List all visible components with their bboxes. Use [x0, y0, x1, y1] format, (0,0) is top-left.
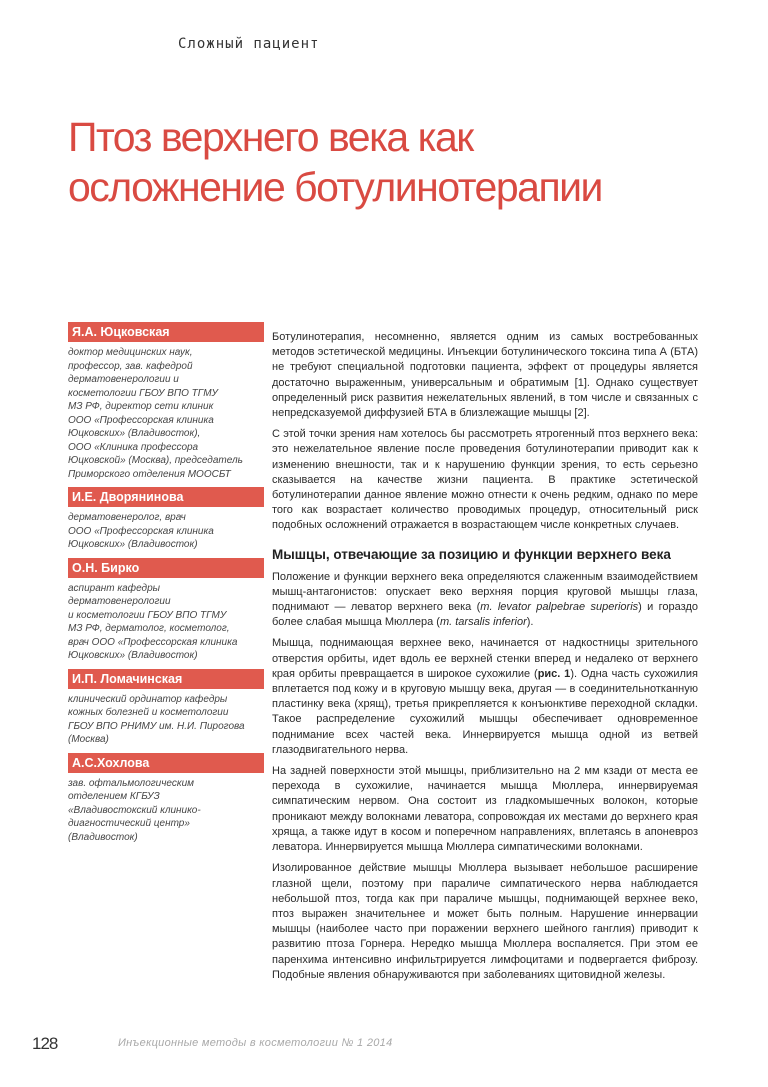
paragraph — [272, 636, 698, 758]
latin-term: m. tarsalis inferior — [439, 616, 527, 629]
author-affiliation: зав. офтальмологическим отделением КГБУЗ «Владивостокский клинико- диагностический центр» (Владивосток) — [68, 777, 201, 843]
title-line-2: осложнение ботулинотерапии — [68, 164, 602, 210]
journal-name: Инъекционные методы в косметологии № 1 2014 — [118, 1037, 393, 1049]
text-run: ) и гораздо более слабая мышца Мюллера ( — [272, 601, 698, 629]
author-affiliation: дерматовенеролог, врач ООО «Профессорская клиника Юцковских» (Владивосток) — [68, 512, 214, 550]
paragraph — [272, 570, 698, 631]
article-title — [68, 112, 708, 212]
text-run: Мышца, поднимающая верхнее веко, начинается от надкостницы зрительного отверстия орбиты, идет вдоль ее верхней стенки вперед и недалеко от верхнего края орбиты превращается в широкое сухожилие ( — [272, 637, 698, 680]
author-block — [68, 487, 264, 552]
text-run: ). — [526, 616, 534, 629]
author-name: О.Н. Бирко — [68, 558, 264, 578]
page-footer — [32, 1034, 732, 1058]
author-name: А.С.Хохлова — [68, 753, 264, 773]
title-line-1: Птоз верхнего века как — [68, 114, 473, 160]
author-affiliation: клинический ординатор кафедры кожных болезней и косметологии ГБОУ ВПО РНИМУ им. Н.И. Пирогова (Москва) — [68, 693, 245, 745]
article-body — [272, 330, 698, 989]
author-block — [68, 558, 264, 663]
page-number: 128 — [32, 1034, 58, 1053]
latin-term: m. levator palpebrae superioris — [480, 601, 639, 614]
author-block — [68, 669, 264, 747]
author-name: Я.А. Юцковская — [68, 322, 264, 342]
paragraph: Изолированное действие мышцы Мюллера вызывает небольшое расширение глазной щели, поэтому при параличе симпатического нерва наблюдается небольшой птоз, тогда как при параличе мышцы, поднимающей верхнее веко, птоз выражен значительнее и может быть полным. Нарушение иннервации мышцы (наиболее часто при поражении верхнего шейного ганглия) приводит к развитию птоза Горнера. Нередко мышца Мюллера воспаляется. При этом ее паренхима интенсивно инфильтрируется лимфоцитами и подвергается фиброзу. Подобные явления обнаруживаются при заболеваниях щитовидной железы. — [272, 862, 698, 981]
paragraph: На задней поверхности этой мышцы, приблизительно на 2 мм кзади от места ее перехода в сухожилие, начинается мышца Мюллера, иннервируемая симпатическим нервом. Она состоит из гладкомышечных волокон, которые проникают между волокнами леватора, сопровождая их местами до верхнего края хряща, а также идут в косом и поперечном направлениях, вплетаясь в апоневроз леватора. Иннервируется мышца Мюллера симпатическими волокнами. — [272, 765, 698, 854]
author-affiliation: доктор медицинских наук, профессор, зав. кафедрой дерматовенерологии и косметологии ГБОУ ВПО ТГМУ МЗ РФ, директор сети клиник ООО «Профессорская клиника Юцковских» (Владивосток), ООО «Клиника профессора Юцковской» (Москва), председатель Приморского отделения МООСБТ — [68, 347, 243, 480]
author-block — [68, 322, 264, 481]
author-name: И.П. Ломачинская — [68, 669, 264, 689]
author-name: И.Е. Дворянинова — [68, 487, 264, 507]
author-block — [68, 753, 264, 845]
paragraph: Ботулинотерапия, несомненно, является одним из самых востребованных методов эстетической медицины. Инъекции ботулинического токсина типа А (БТА) не требуют специальной подготовки пациента, эффект от процедуры является достаточно выраженным, универсальным и обратимым [1]. Однако существует определенный риск развития нежелательных явлений, в том числе и связанных с непредсказуемой диффузией БТА в близлежащие мышцы [2]. — [272, 331, 698, 420]
text-run: ). Одна часть сухожилия вплетается под кожу и в круговую мышцу века, другая — в соединительнотканную пластинку века (хрящ), третья прикрепляется к конъюнктиве переходной складки. Такое распределение сухожилий мышцы обеспечивает одновременное поднимание всех частей века. Иннервируется мышца одной из ветвей глазодвигательного нерва. — [272, 667, 698, 756]
section-label: Сложный пациент — [178, 36, 320, 52]
text-run: Положение и функции верхнего века определяются слаженным взаимодействием мышц-антагонистов: опускает веко верхняя порция круговой мышцы глаза, поднимают — леватор верхнего века ( — [272, 570, 698, 614]
author-affiliation: аспирант кафедры дерматовенерологии и косметологии ГБОУ ВПО ТГМУ МЗ РФ, дерматолог, косметолог, врач ООО «Профессорская клиника Юцковских» (Владивосток) — [68, 582, 238, 661]
authors-column — [68, 322, 264, 850]
paragraph: С этой точки зрения нам хотелось бы рассмотреть ятрогенный птоз верхнего века: это нежелательное явление после проведения ботулинотерапии приводит как к изменению внешности, так и к нарушению функции зрения, то есть серьезно сказывается на качестве жизни пациента. В практике эстетической ботулинотерапии данное явление можно отнести к очень редким, однако по мере того как возрастает количество проводимых процедур, относительный риск подобных осложнений отражается в возрастающем числе конкретных случаев. — [272, 428, 698, 532]
figure-reference: рис. 1 — [537, 667, 571, 680]
section-heading: Мышцы, отвечающие за позицию и функции верхнего века — [272, 546, 671, 562]
